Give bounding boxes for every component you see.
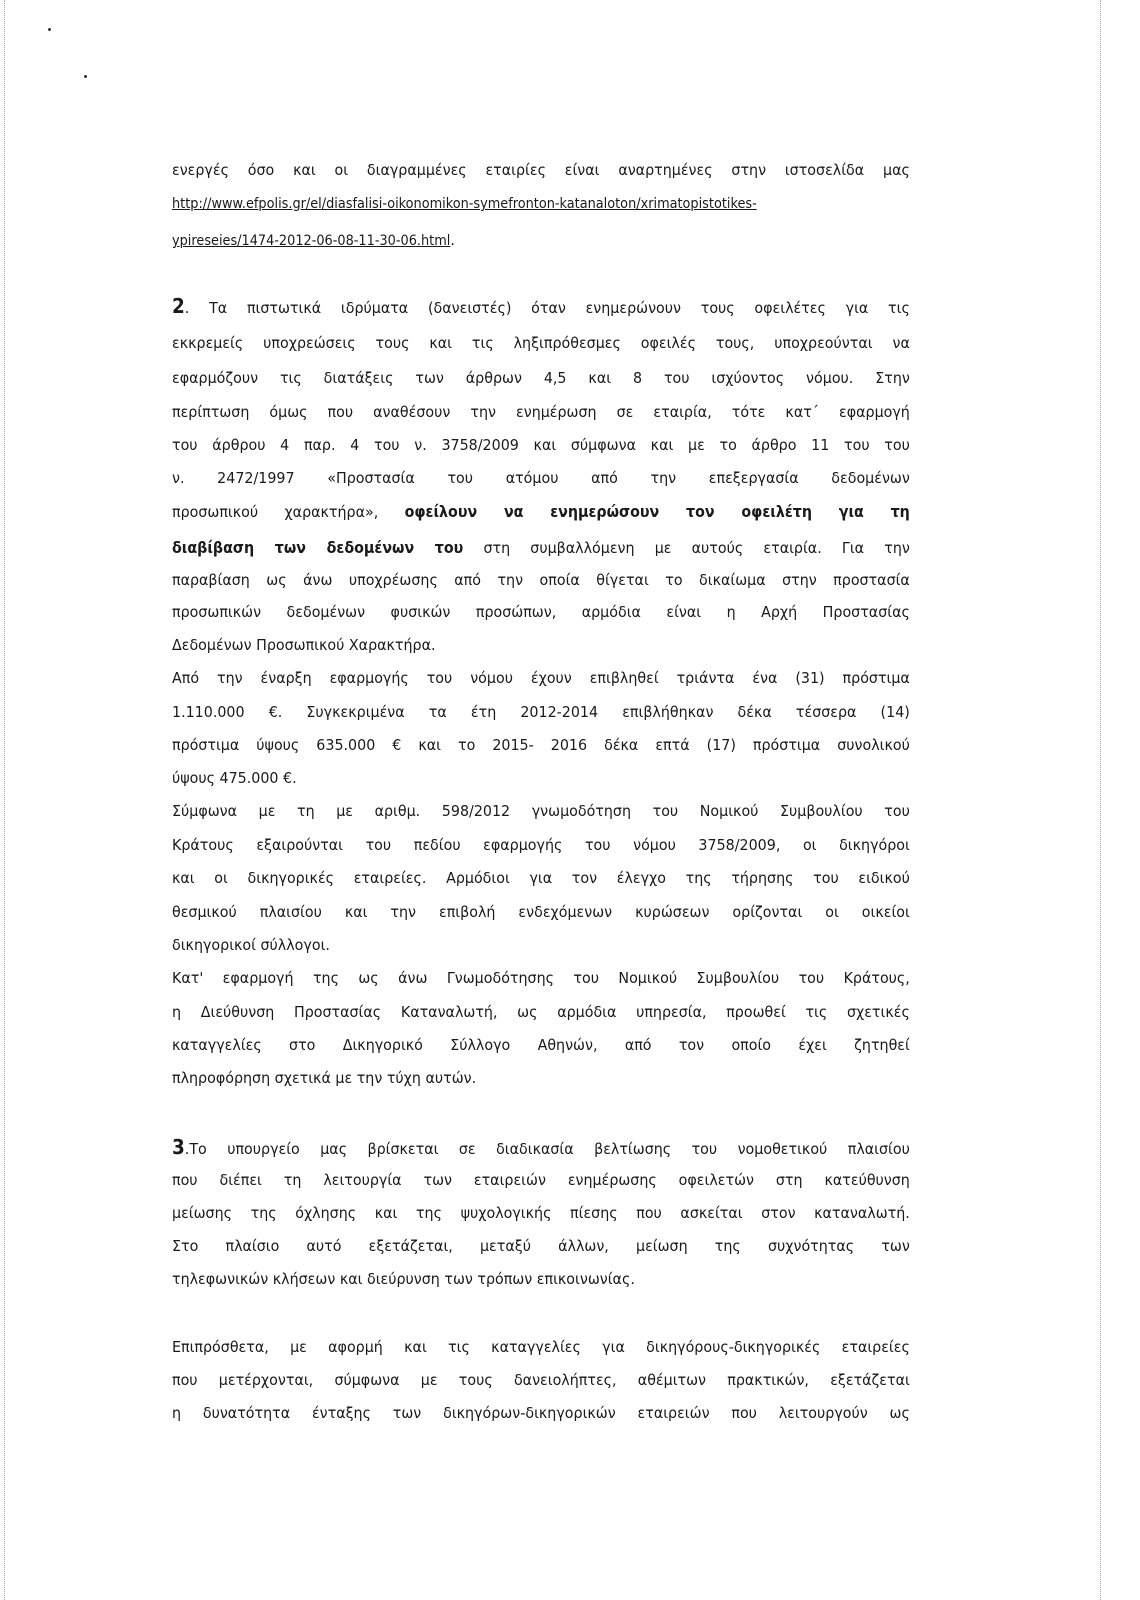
text-segment: εφαρμόζουν τις διατάξεις των άρθρων 4,5 και 8 του ισχύοντος νόμου. Στην <box>172 369 910 387</box>
text-line <box>172 602 910 622</box>
section-number: 2 <box>172 294 185 318</box>
text-line <box>172 1370 910 1390</box>
text-line <box>172 402 910 422</box>
text-line <box>172 835 910 855</box>
bold-text: διαβίβαση των δεδομένων του <box>172 539 464 557</box>
text-line <box>172 368 910 388</box>
text-line <box>172 160 910 180</box>
text-segment: παραβίαση ως άνω υποχρέωσης από την οποία θίγεται το δικαίωμα στην προστασία <box>172 571 910 589</box>
text-line <box>172 768 851 788</box>
text-segment: προσωπικών δεδομένων φυσικών προσώπων, αρμόδια είναι η Αρχή Προστασίας <box>172 603 910 621</box>
text-line <box>172 570 910 590</box>
text-line <box>172 935 851 955</box>
text-segment: καταγγελίες στο Δικηγορικό Σύλλογο Αθηνών, από τον οποίο έχει ζητηθεί <box>172 1036 910 1054</box>
text-line <box>172 502 910 522</box>
text-line <box>172 968 910 988</box>
text-segment: .Το υπουργείο μας βρίσκεται σε διαδικασία βελτίωσης του νομοθετικού πλαισίου <box>184 1140 910 1158</box>
text-line <box>172 435 910 455</box>
text-segment: ν. 2472/1997 «Προστασία του ατόμου από την επεξεργασία δεδομένων <box>172 469 910 487</box>
url-link[interactable]: ypireseies/1474-2012-06-08-11-30-06.html <box>172 233 451 249</box>
scan-speck <box>84 75 87 78</box>
text-segment: περίπτωση όμως που αναθέσουν την ενημέρωση σε εταιρία, τότε κατ΄ εφαρμογή <box>172 403 910 421</box>
text-segment: η Διεύθυνση Προστασίας Καταναλωτή, ως αρμόδια υπηρεσία, προωθεί τις σχετικές <box>172 1003 910 1021</box>
text-line <box>172 333 910 353</box>
text-line <box>172 1170 910 1190</box>
text-segment: τηλεφωνικών κλήσεων και διεύρυνση των τρόπων επικοινωνίας. <box>172 1270 635 1288</box>
text-line <box>172 735 910 755</box>
text-segment: ύψους 475.000 €. <box>172 769 297 787</box>
text-line <box>172 868 910 888</box>
text-line <box>172 1269 851 1289</box>
text-line <box>172 1337 910 1357</box>
text-segment: του άρθρου 4 παρ. 4 του ν. 3758/2009 και σύμφωνα και με το άρθρο 11 του του <box>172 436 910 454</box>
text-segment: Κατ' εφαρμογή της ως άνω Γνωμοδότησης του Νομικού Συμβουλίου του Κράτους, <box>172 969 910 987</box>
section-number: 3 <box>172 1135 185 1159</box>
text-line <box>172 668 910 688</box>
url-link[interactable]: http://www.efpolis.gr/el/diasfalisi-oikonomikon-symefronton-katanaloton/xrimatopistotikes- <box>172 196 757 212</box>
text-line <box>172 1137 910 1159</box>
text-line <box>172 193 851 214</box>
text-line <box>172 296 910 318</box>
text-segment: που μετέρχονται, σύμφωνα με τους δανειολήπτες, αθέμιτων πρακτικών, εξετάζεται <box>172 1371 910 1389</box>
text-segment: μείωσης της όχλησης και της ψυχολογικής πίεσης που ασκείται στον καταναλωτή. <box>172 1204 910 1222</box>
scan-edge-right <box>1100 0 1102 1600</box>
text-segment: . <box>450 231 455 249</box>
text-segment: που διέπει τη λειτουργία των εταιρειών ενημέρωσης οφειλετών στη κατεύθυνση <box>172 1171 910 1189</box>
text-segment: Δεδομένων Προσωπικού Χαρακτήρα. <box>172 636 436 654</box>
text-segment: εκκρεμείς υποχρεώσεις τους και τις ληξιπρόθεσμες οφειλές τους, υποχρεούνται να <box>172 334 910 352</box>
text-line <box>172 702 910 722</box>
text-line <box>172 1035 910 1055</box>
text-line <box>172 801 910 821</box>
text-segment: Στο πλαίσιο αυτό εξετάζεται, μεταξύ άλλων, μείωση της συχνότητας των <box>172 1237 910 1255</box>
text-segment: δικηγορικοί σύλλογοι. <box>172 936 330 954</box>
text-line <box>172 1068 851 1088</box>
text-line <box>172 902 910 922</box>
scan-edge-left <box>4 0 6 1600</box>
text-segment: . Τα πιστωτικά ιδρύματα (δανειστές) όταν ενημερώνουν τους οφειλέτες για τις <box>184 299 910 317</box>
text-segment: προσωπικού χαρακτήρα», <box>172 503 405 521</box>
text-line <box>172 1403 910 1423</box>
text-line <box>172 468 910 488</box>
text-segment: στη συμβαλλόμενη με αυτούς εταιρία. Για την <box>463 539 910 557</box>
text-segment: και οι δικηγορικές εταιρείες. Αρμόδιοι για τον έλεγχο της τήρησης του ειδικού <box>172 869 910 887</box>
text-segment: Κράτους εξαιρούνται του πεδίου εφαρμογής του νόμου 3758/2009, οι δικηγόροι <box>172 836 910 854</box>
text-segment: η δυνατότητα ένταξης των δικηγόρων-δικηγορικών εταιρειών που λειτουργούν ως <box>172 1404 910 1422</box>
text-line <box>172 1002 910 1022</box>
text-segment: πληροφόρηση σχετικά με την τύχη αυτών. <box>172 1069 477 1087</box>
bold-text: οφείλουν να ενημερώσουν τον οφειλέτη για τη <box>404 503 910 521</box>
scan-speck <box>48 28 51 31</box>
text-segment: ενεργές όσο και οι διαγραμμένες εταιρίες είναι αναρτημένες στην ιστοσελίδα μας <box>172 161 910 179</box>
text-line <box>172 1203 910 1223</box>
text-segment: 1.110.000 €. Συγκεκριμένα τα έτη 2012-2014 επιβλήθηκαν δέκα τέσσερα (14) <box>172 703 910 721</box>
text-line <box>172 635 851 655</box>
text-segment: πρόστιμα ύψους 635.000 € και το 2015- 2016 δέκα επτά (17) πρόστιμα συνολικού <box>172 736 910 754</box>
text-segment: Επιπρόσθετα, με αφορμή και τις καταγγελίες για δικηγόρους-δικηγορικές εταιρείες <box>172 1338 910 1356</box>
text-line <box>172 230 851 251</box>
text-segment: Σύμφωνα με τη με αριθμ. 598/2012 γνωμοδότηση του Νομικού Συμβουλίου του <box>172 802 910 820</box>
text-segment: θεσμικού πλαισίου και την επιβολή ενδεχόμενων κυρώσεων ορίζονται οι οικείοι <box>172 903 910 921</box>
text-line <box>172 1236 910 1256</box>
text-line <box>172 538 910 558</box>
text-segment: Από την έναρξη εφαρμογής του νόμου έχουν επιβληθεί τριάντα ένα (31) πρόστιμα <box>172 669 910 687</box>
